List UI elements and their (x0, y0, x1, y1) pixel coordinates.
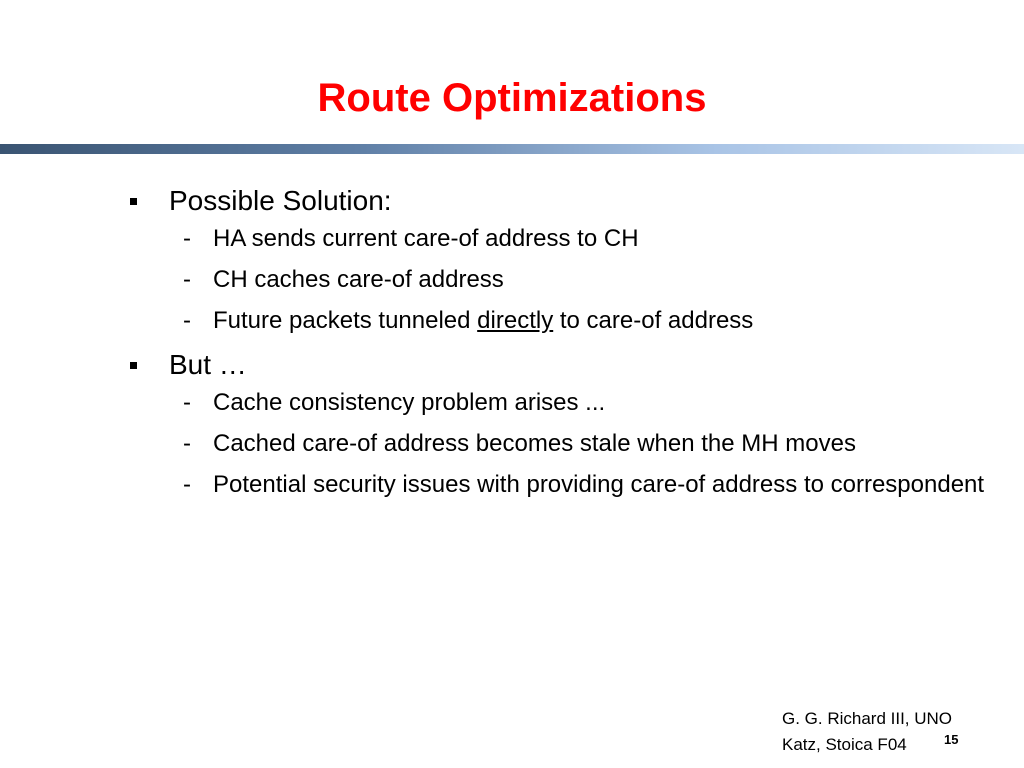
square-bullet-icon (130, 362, 137, 369)
sub-bullet-text: Cached care-of address becomes stale when the MH moves (213, 430, 856, 457)
slide-title: Route Optimizations (317, 76, 707, 120)
credit-line: G. G. Richard III, UNO (782, 709, 953, 728)
sub-bullet-text-before: Future packets tunneled (213, 307, 478, 334)
bullet-text: But … (169, 349, 247, 380)
sub-bullet-item (128, 306, 988, 336)
sub-bullet-item (128, 265, 988, 295)
bullet-text: Possible Solution: (169, 185, 392, 216)
dash-marker: - (183, 307, 191, 334)
sub-bullet-item (128, 224, 988, 254)
sub-bullet-text: HA sends current care-of address to CH (213, 225, 639, 252)
dash-marker: - (183, 389, 191, 416)
sub-bullet-list (128, 224, 988, 336)
dash-marker: - (183, 430, 191, 457)
bullet-item (128, 184, 988, 218)
sub-bullet-text-after: to care-of address (553, 307, 754, 334)
dash-marker: - (183, 266, 191, 293)
dash-marker: - (183, 471, 191, 498)
credit-line: Katz, Stoica F04 (782, 735, 907, 754)
dash-marker: - (183, 225, 191, 252)
page-number: 15 (944, 732, 959, 747)
bullet-item (128, 348, 988, 382)
slide-body (128, 184, 988, 512)
sub-bullet-item (128, 470, 988, 500)
sub-bullet-text: Cache consistency problem arises ... (213, 389, 606, 416)
sub-bullet-list (128, 388, 988, 500)
sub-bullet-text: Potential security issues with providing care-of address to correspondent (213, 471, 985, 498)
title-divider-bar (0, 144, 1024, 154)
footer-credit (782, 706, 952, 758)
underlined-word: directly (477, 307, 554, 334)
sub-bullet-item (128, 388, 988, 418)
sub-bullet-text: CH caches care-of address (213, 266, 504, 293)
sub-bullet-item (128, 429, 988, 459)
square-bullet-icon (130, 198, 137, 205)
